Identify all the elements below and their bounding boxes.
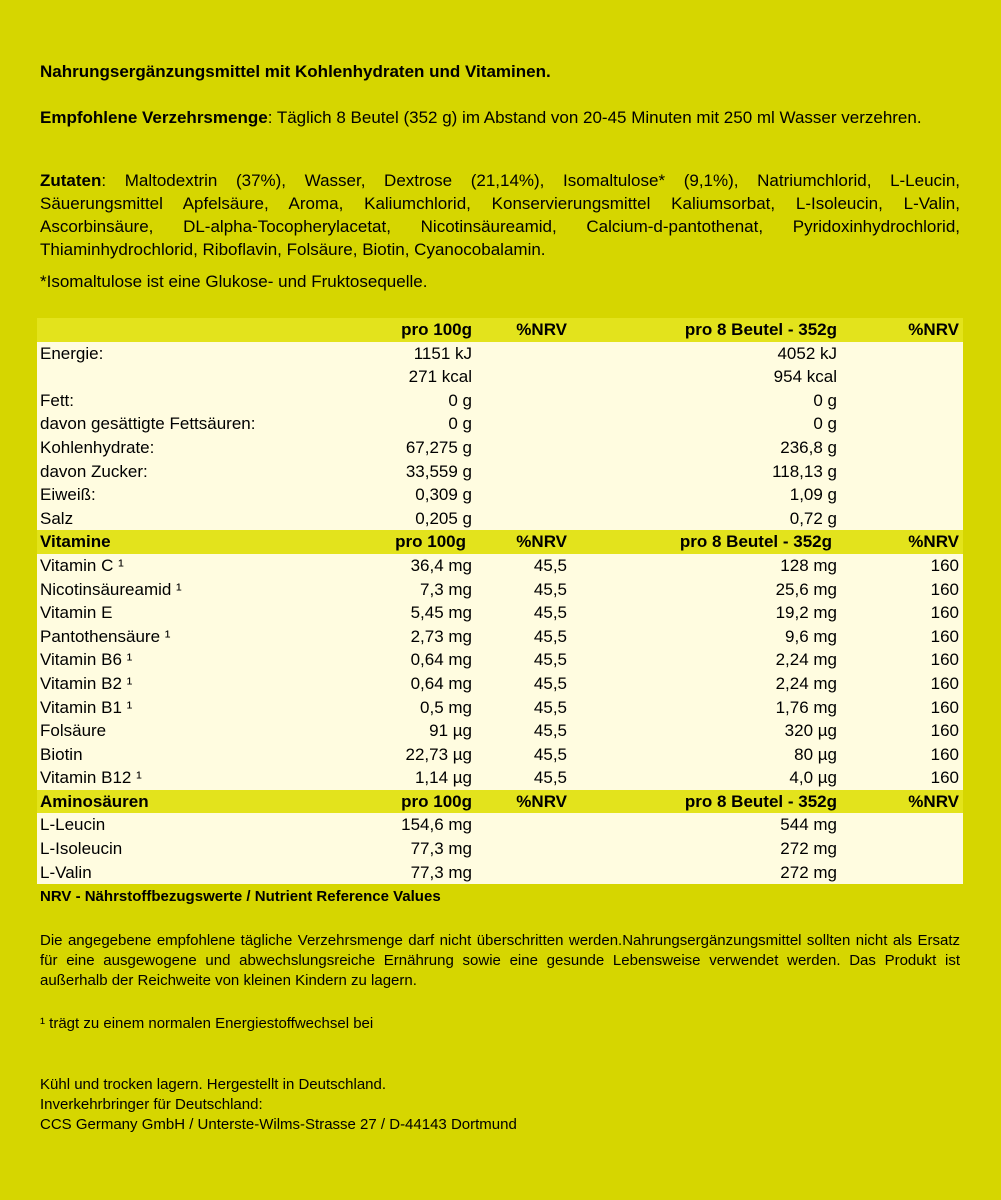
cell-p100: 7,3 mg	[420, 579, 472, 599]
table-row	[37, 837, 963, 861]
cell-nrv1: 45,5	[533, 697, 567, 717]
table-row	[37, 601, 963, 625]
cell-name: Energie:	[40, 343, 104, 363]
cell-p100: 77,3 mg	[410, 839, 472, 859]
cell-name: Vitamin B12 ¹	[40, 768, 142, 788]
cell-name: Vitamin B1 ¹	[40, 697, 133, 717]
cell-nrv1: 45,5	[533, 555, 567, 575]
nutrition-table	[37, 318, 963, 884]
cell-p100: 0 g	[448, 390, 472, 410]
cell-p8: 128 mg	[780, 555, 837, 575]
cell-p100: 0,309 g	[415, 485, 472, 505]
cell-p8: 9,6 mg	[785, 626, 837, 646]
cell-p100: 271 kcal	[408, 367, 472, 387]
cell-p8: 19,2 mg	[775, 603, 837, 623]
cell-p8: 2,24 mg	[775, 673, 837, 693]
cell-p100: 33,559 g	[405, 461, 472, 481]
cell-name: Eiweiß:	[40, 485, 96, 505]
ingredients-label: Zutaten	[40, 171, 102, 190]
cell-p8: 272 mg	[780, 862, 837, 882]
table-row	[37, 766, 963, 790]
cell-nrv1: 45,5	[533, 744, 567, 764]
cell-p100: 2,73 mg	[410, 626, 472, 646]
cell-p100: 5,45 mg	[410, 603, 472, 623]
ingredients	[40, 169, 960, 261]
cell-p100: 91 µg	[429, 721, 472, 741]
table-row	[37, 743, 963, 767]
cell-nrv1: 45,5	[533, 673, 567, 693]
cell-nrv1: 45,5	[533, 650, 567, 670]
cell-name: L-Leucin	[40, 815, 106, 835]
table-row	[37, 578, 963, 602]
table-row	[37, 696, 963, 720]
cell-name: L-Valin	[40, 862, 92, 882]
cell-name: Vitamin C ¹	[40, 555, 124, 575]
cell-p8: pro 8 Beutel - 352g	[684, 320, 837, 339]
cell-nrv2: 160	[930, 626, 959, 646]
cell-name: Folsäure	[40, 721, 107, 741]
cell-nrv1: %NRV	[516, 320, 567, 339]
nutrition-header-row	[37, 318, 963, 342]
cell-p100: pro 100g	[395, 532, 466, 552]
cell-nrv2: %NRV	[908, 532, 959, 552]
distributor-address: CCS Germany GmbH / Unterste-Wilms-Strasse 27 / D-44143 Dortmund	[40, 1116, 517, 1133]
table-row	[37, 625, 963, 649]
cell-nrv1: 45,5	[533, 768, 567, 788]
cell-p100: 22,73 µg	[405, 744, 472, 764]
cell-nrv1: %NRV	[516, 532, 567, 552]
isomaltulose-note: *Isomaltulose ist eine Glukose- und Fruktosequelle.	[40, 272, 428, 291]
cell-p100: 154,6 mg	[401, 815, 472, 835]
distributor-label: Inverkehrbringer für Deutschland:	[40, 1096, 263, 1113]
cell-nrv1: %NRV	[516, 791, 567, 811]
intake-text: : Täglich 8 Beutel (352 g) im Abstand von 20-45 Minuten mit 250 ml Wasser verzehren.	[267, 108, 922, 127]
disclaimer: Die angegebene empfohlene tägliche Verzehrsmenge darf nicht überschritten werden.Nahrungsergänzungsmittel sollten nicht als Ersatz für eine ausgewogene und abwechslungsreiche Ernährung sowie eine gesunde Lebensweise verwendet werden. Das Produkt ist außerhalb der Reichweite von kleinen Kindern zu lagern.	[40, 932, 960, 989]
cell-name: davon Zucker:	[40, 461, 148, 481]
table-row	[37, 365, 963, 389]
table-row	[37, 813, 963, 837]
cell-p100: 1,14 µg	[414, 768, 472, 788]
cell-name: Aminosäuren	[40, 791, 149, 811]
cell-p100: pro 100g	[401, 791, 472, 811]
cell-name: Fett:	[40, 390, 75, 410]
cell-p8: 320 µg	[784, 721, 837, 741]
cell-p8: pro 8 Beutel - 352g	[684, 791, 837, 811]
cell-p8: 0 g	[813, 390, 837, 410]
cell-p8: 80 µg	[794, 744, 837, 764]
amino-header-row	[37, 790, 963, 814]
cell-p100: 77,3 mg	[410, 862, 472, 882]
cell-nrv2: 160	[930, 768, 959, 788]
table-row	[37, 672, 963, 696]
cell-nrv2: 160	[930, 744, 959, 764]
cell-p8: 4052 kJ	[777, 343, 837, 363]
cell-p8: pro 8 Beutel - 352g	[679, 532, 832, 552]
cell-nrv2: %NRV	[908, 791, 959, 811]
cell-p8: 1,76 mg	[775, 697, 837, 717]
cell-name: Vitamin E	[40, 603, 113, 623]
intake-label: Empfohlene Verzehrsmenge	[40, 108, 268, 127]
table-row	[37, 436, 963, 460]
cell-p8: 2,24 mg	[775, 650, 837, 670]
table-row	[37, 483, 963, 507]
cell-name: Pantothensäure ¹	[40, 626, 171, 646]
vitamin-header-row	[37, 530, 963, 554]
cell-name: Nicotinsäureamid ¹	[40, 579, 182, 599]
cell-name: Biotin	[40, 744, 83, 764]
cell-p8: 236,8 g	[780, 437, 837, 457]
cell-p8: 0,72 g	[789, 508, 837, 528]
cell-p8: 118,13 g	[772, 461, 837, 481]
cell-p100: 0,64 mg	[410, 673, 472, 693]
cell-nrv2: 160	[930, 555, 959, 575]
table-row	[37, 507, 963, 531]
table-row	[37, 389, 963, 413]
cell-p8: 4,0 µg	[789, 768, 837, 788]
cell-nrv1: 45,5	[533, 721, 567, 741]
cell-nrv2: 160	[930, 650, 959, 670]
cell-p8: 25,6 mg	[775, 579, 837, 599]
cell-nrv1: 45,5	[533, 626, 567, 646]
cell-p8: 272 mg	[780, 839, 837, 859]
cell-p100: 67,275 g	[405, 437, 472, 457]
table-row	[37, 861, 963, 885]
cell-p100: 1151 kJ	[413, 343, 472, 363]
cell-name: Vitamine	[40, 532, 111, 552]
storage-note: Kühl und trocken lagern. Hergestellt in Deutschland.	[40, 1076, 387, 1093]
footer	[40, 1075, 960, 1135]
cell-p100: pro 100g	[401, 320, 472, 339]
table-row	[37, 719, 963, 743]
cell-p8: 0 g	[813, 414, 837, 434]
table-row	[37, 554, 963, 578]
table-row	[37, 460, 963, 484]
cell-name: davon gesättigte Fettsäuren:	[40, 414, 256, 434]
recommended-intake	[40, 106, 960, 129]
cell-nrv1: 45,5	[533, 579, 567, 599]
cell-name: Vitamin B2 ¹	[40, 673, 133, 693]
product-title: Nahrungsergänzungsmittel mit Kohlenhydraten und Vitaminen.	[40, 62, 551, 81]
cell-nrv2: 160	[930, 603, 959, 623]
cell-name: Kohlenhydrate:	[40, 437, 155, 457]
cell-nrv2: 160	[930, 579, 959, 599]
cell-nrv1: 45,5	[533, 603, 567, 623]
cell-p100: 0,5 mg	[420, 697, 472, 717]
cell-p8: 1,09 g	[789, 485, 837, 505]
cell-name: Salz	[40, 508, 74, 528]
cell-name: L-Isoleucin	[40, 839, 123, 859]
cell-p100: 0,205 g	[415, 508, 472, 528]
footnote: ¹ trägt zu einem normalen Energiestoffwechsel bei	[40, 1015, 374, 1032]
cell-nrv2: 160	[930, 697, 959, 717]
cell-p100: 0 g	[448, 414, 472, 434]
table-row	[37, 648, 963, 672]
nrv-note: NRV - Nährstoffbezugswerte / Nutrient Reference Values	[40, 888, 441, 905]
cell-nrv2: 160	[930, 673, 959, 693]
cell-name: Vitamin B6 ¹	[40, 650, 133, 670]
cell-p8: 544 mg	[780, 815, 837, 835]
cell-nrv2: 160	[930, 721, 959, 741]
ingredients-text: : Maltodextrin (37%), Wasser, Dextrose (21,14%), Isomaltulose* (9,1%), Natriumchlorid, L-Leucin, Säuerungsmittel Apfelsäure, Aroma, Kaliumchlorid, Konservierungsmittel Kaliumsorbat, L-Isoleucin, L-Valin, Ascorbinsäure, DL-alpha-Tocopherylacetat, Nicotinsäureamid, Calcium-d-pantothenat, Pyridoxinhydrochlorid, Thiaminhydrochlorid, Riboflavin, Folsäure, Biotin, Cyanocobalamin.	[40, 171, 960, 259]
table-row	[37, 342, 963, 366]
cell-p100: 36,4 mg	[410, 555, 472, 575]
table-row	[37, 412, 963, 436]
cell-p100: 0,64 mg	[410, 650, 472, 670]
cell-p8: 954 kcal	[773, 367, 837, 387]
cell-nrv2: %NRV	[908, 320, 959, 339]
